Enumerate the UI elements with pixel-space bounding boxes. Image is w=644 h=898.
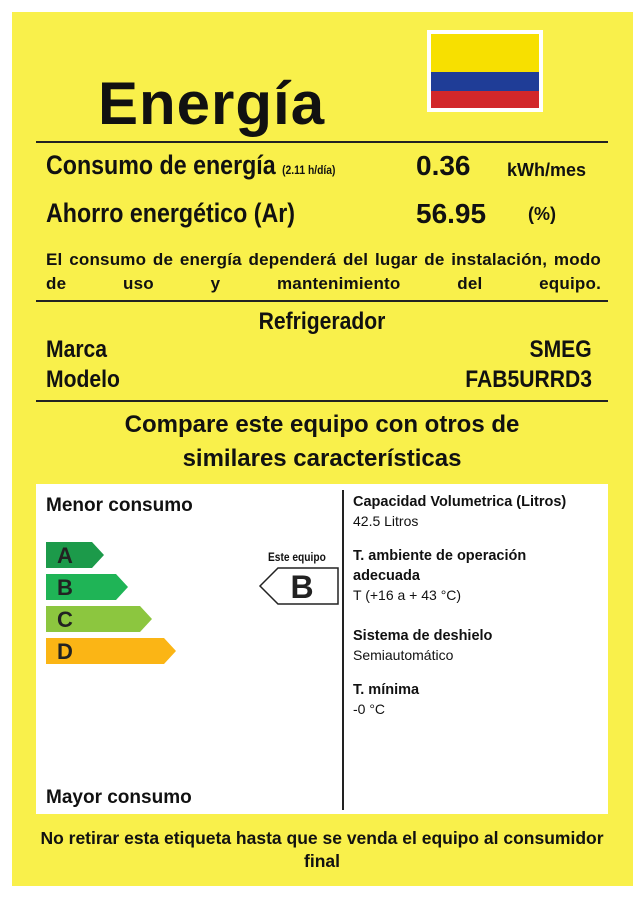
energy-class-letter-b: B [57,575,73,600]
panel-divider [342,490,344,810]
energy-label [12,12,633,886]
flag-stripe-blue [431,72,539,91]
info-defrost-value: Semiautomático [353,647,454,663]
este-equipo-arrow [258,566,342,606]
este-equipo-class: B [290,569,314,605]
model-label: Modelo [46,366,120,393]
product-type [36,308,608,336]
info-ambient-temp [353,546,603,604]
model-value: FAB5URRD3 [465,366,592,393]
energy-class-scale [46,542,186,672]
compare-line-1: Compare este equipo con otros de [124,411,520,438]
menor-consumo-label: Menor consumo [46,495,193,516]
mayor-consumo-label: Mayor consumo [46,787,192,808]
info-column [353,492,603,718]
product-type-text: Refrigerador [258,308,386,335]
consumo-row [46,150,335,181]
label-title: Energía [98,70,326,137]
consumo-hours-note: (2.11 h/día) [282,163,336,177]
brand-value: SMEG [529,336,592,363]
ahorro-value: 56.95 [416,198,487,229]
ahorro-label: Ahorro energético (Ar) [46,198,295,228]
info-defrost [353,626,603,664]
energy-class-letter-a: A [57,543,73,568]
divider [36,141,608,143]
info-capacity-heading: Capacidad Volumetrica (Litros) [353,494,567,510]
info-min-temp [353,680,603,718]
compare-text [36,408,608,476]
info-min-temp-value: -0 °C [353,701,386,717]
info-capacity-value: 42.5 Litros [353,513,419,529]
info-min-temp-heading: T. mínima [353,682,420,698]
info-capacity [353,492,603,530]
brand-label: Marca [46,336,108,363]
consumo-value: 0.36 [416,150,471,181]
flag-stripe-red [431,91,539,108]
info-defrost-heading: Sistema de deshielo [353,628,493,644]
flag-stripe-yellow [431,34,539,72]
info-ambient-heading: T. ambiente de operación adecuada [353,548,527,584]
este-equipo-label: Este equipo [268,550,326,564]
info-ambient-value: T (+16 a + 43 °C) [353,587,462,603]
consumo-unit: kWh/mes [507,160,587,180]
divider [36,400,608,402]
colombia-flag-icon [427,30,543,112]
footer-notice: No retirar esta etiqueta hasta que se venda el equipo al consumidor final [40,828,604,871]
compare-line-2: similares características [182,445,462,472]
energy-class-bar-a [46,542,104,568]
energy-class-letter-c: C [57,607,73,632]
ahorro-unit: (%) [528,204,556,224]
divider [36,300,608,302]
consumo-label: Consumo de energía [46,150,276,180]
disclaimer-text: El consumo de energía dependerá del lugar de instalación, modo de uso y mantenimiento del equipo. [46,250,601,293]
energy-class-letter-d: D [57,639,73,664]
